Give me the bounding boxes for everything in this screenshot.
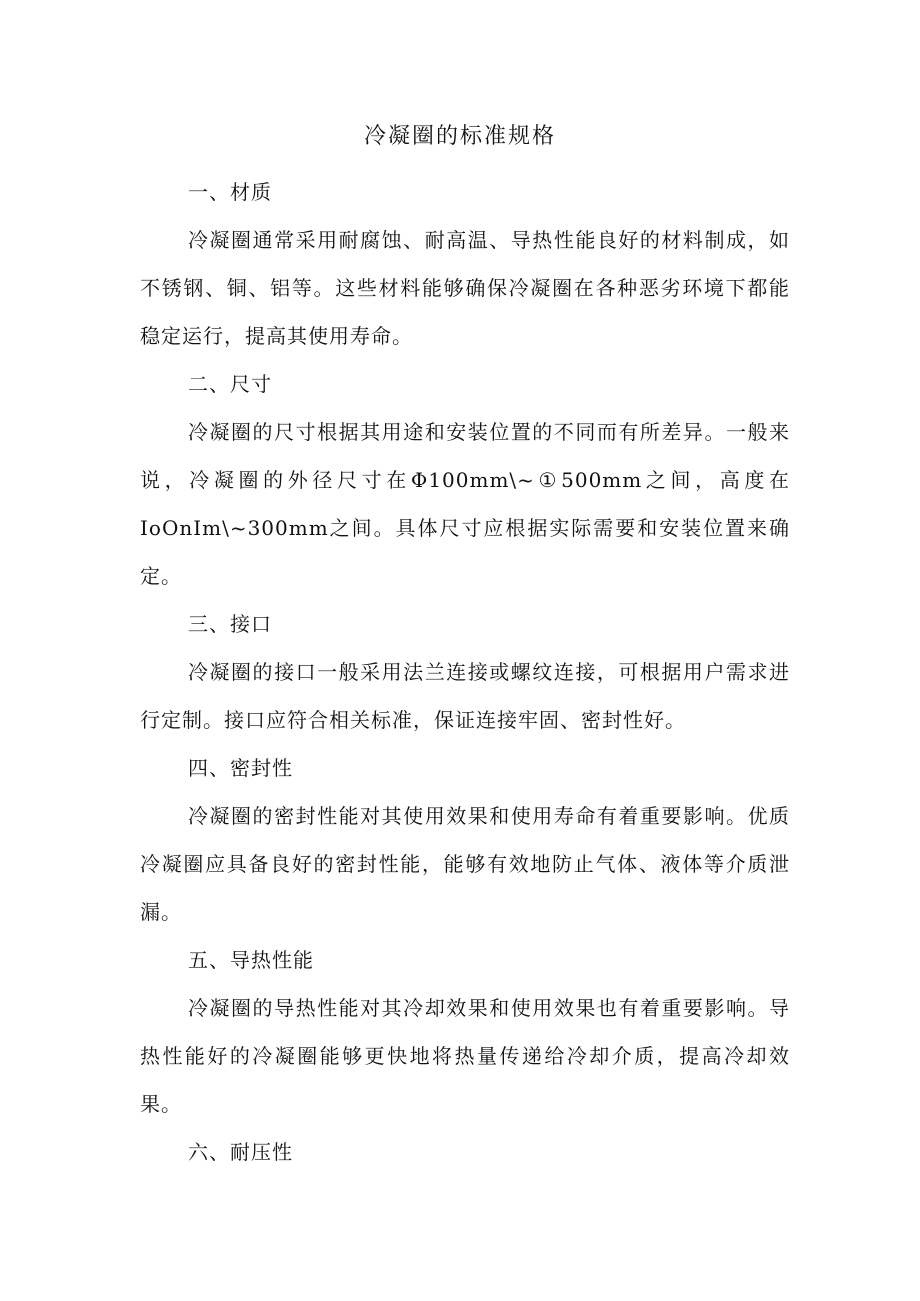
section-thermal-conductivity <box>140 936 790 1128</box>
section-sealing <box>140 744 790 936</box>
section-heading: 六、耐压性 <box>188 1140 293 1164</box>
section-heading: 三、接口 <box>188 612 272 636</box>
section-paragraph: 冷凝圈的导热性能对其冷却效果和使用效果也有着重要影响。导热性能好的冷凝圈能够更快地将热量传递给冷却介质，提高冷却效果。 <box>140 996 790 1116</box>
section-paragraph: 冷凝圈通常采用耐腐蚀、耐高温、导热性能良好的材料制成，如不锈钢、铜、铝等。这些材料能够确保冷凝圈在各种恶劣环境下都能稳定运行，提高其使用寿命。 <box>140 228 790 348</box>
section-heading: 二、尺寸 <box>188 372 272 396</box>
section-heading: 一、材质 <box>188 180 272 204</box>
section-heading: 四、密封性 <box>188 756 293 780</box>
section-pressure-resistance <box>140 1128 790 1176</box>
section-material <box>140 168 790 360</box>
section-paragraph: 冷凝圈的尺寸根据其用途和安装位置的不同而有所差异。一般来说，冷凝圈的外径尺寸在Φ100mm\~①500mm之间，高度在IoOnIm\~300mm之间。具体尺寸应根据实际需要和安装位置来确定。 <box>140 420 790 588</box>
document-body <box>140 168 790 1176</box>
section-heading: 五、导热性能 <box>188 948 314 972</box>
section-size <box>140 360 790 600</box>
section-paragraph: 冷凝圈的接口一般采用法兰连接或螺纹连接，可根据用户需求进行定制。接口应符合相关标准，保证连接牢固、密封性好。 <box>140 660 790 732</box>
section-paragraph: 冷凝圈的密封性能对其使用效果和使用寿命有着重要影响。优质冷凝圈应具备良好的密封性能，能够有效地防止气体、液体等介质泄漏。 <box>140 804 790 924</box>
section-interface <box>140 600 790 744</box>
page-title: 冷凝圈的标准规格 <box>363 124 556 149</box>
